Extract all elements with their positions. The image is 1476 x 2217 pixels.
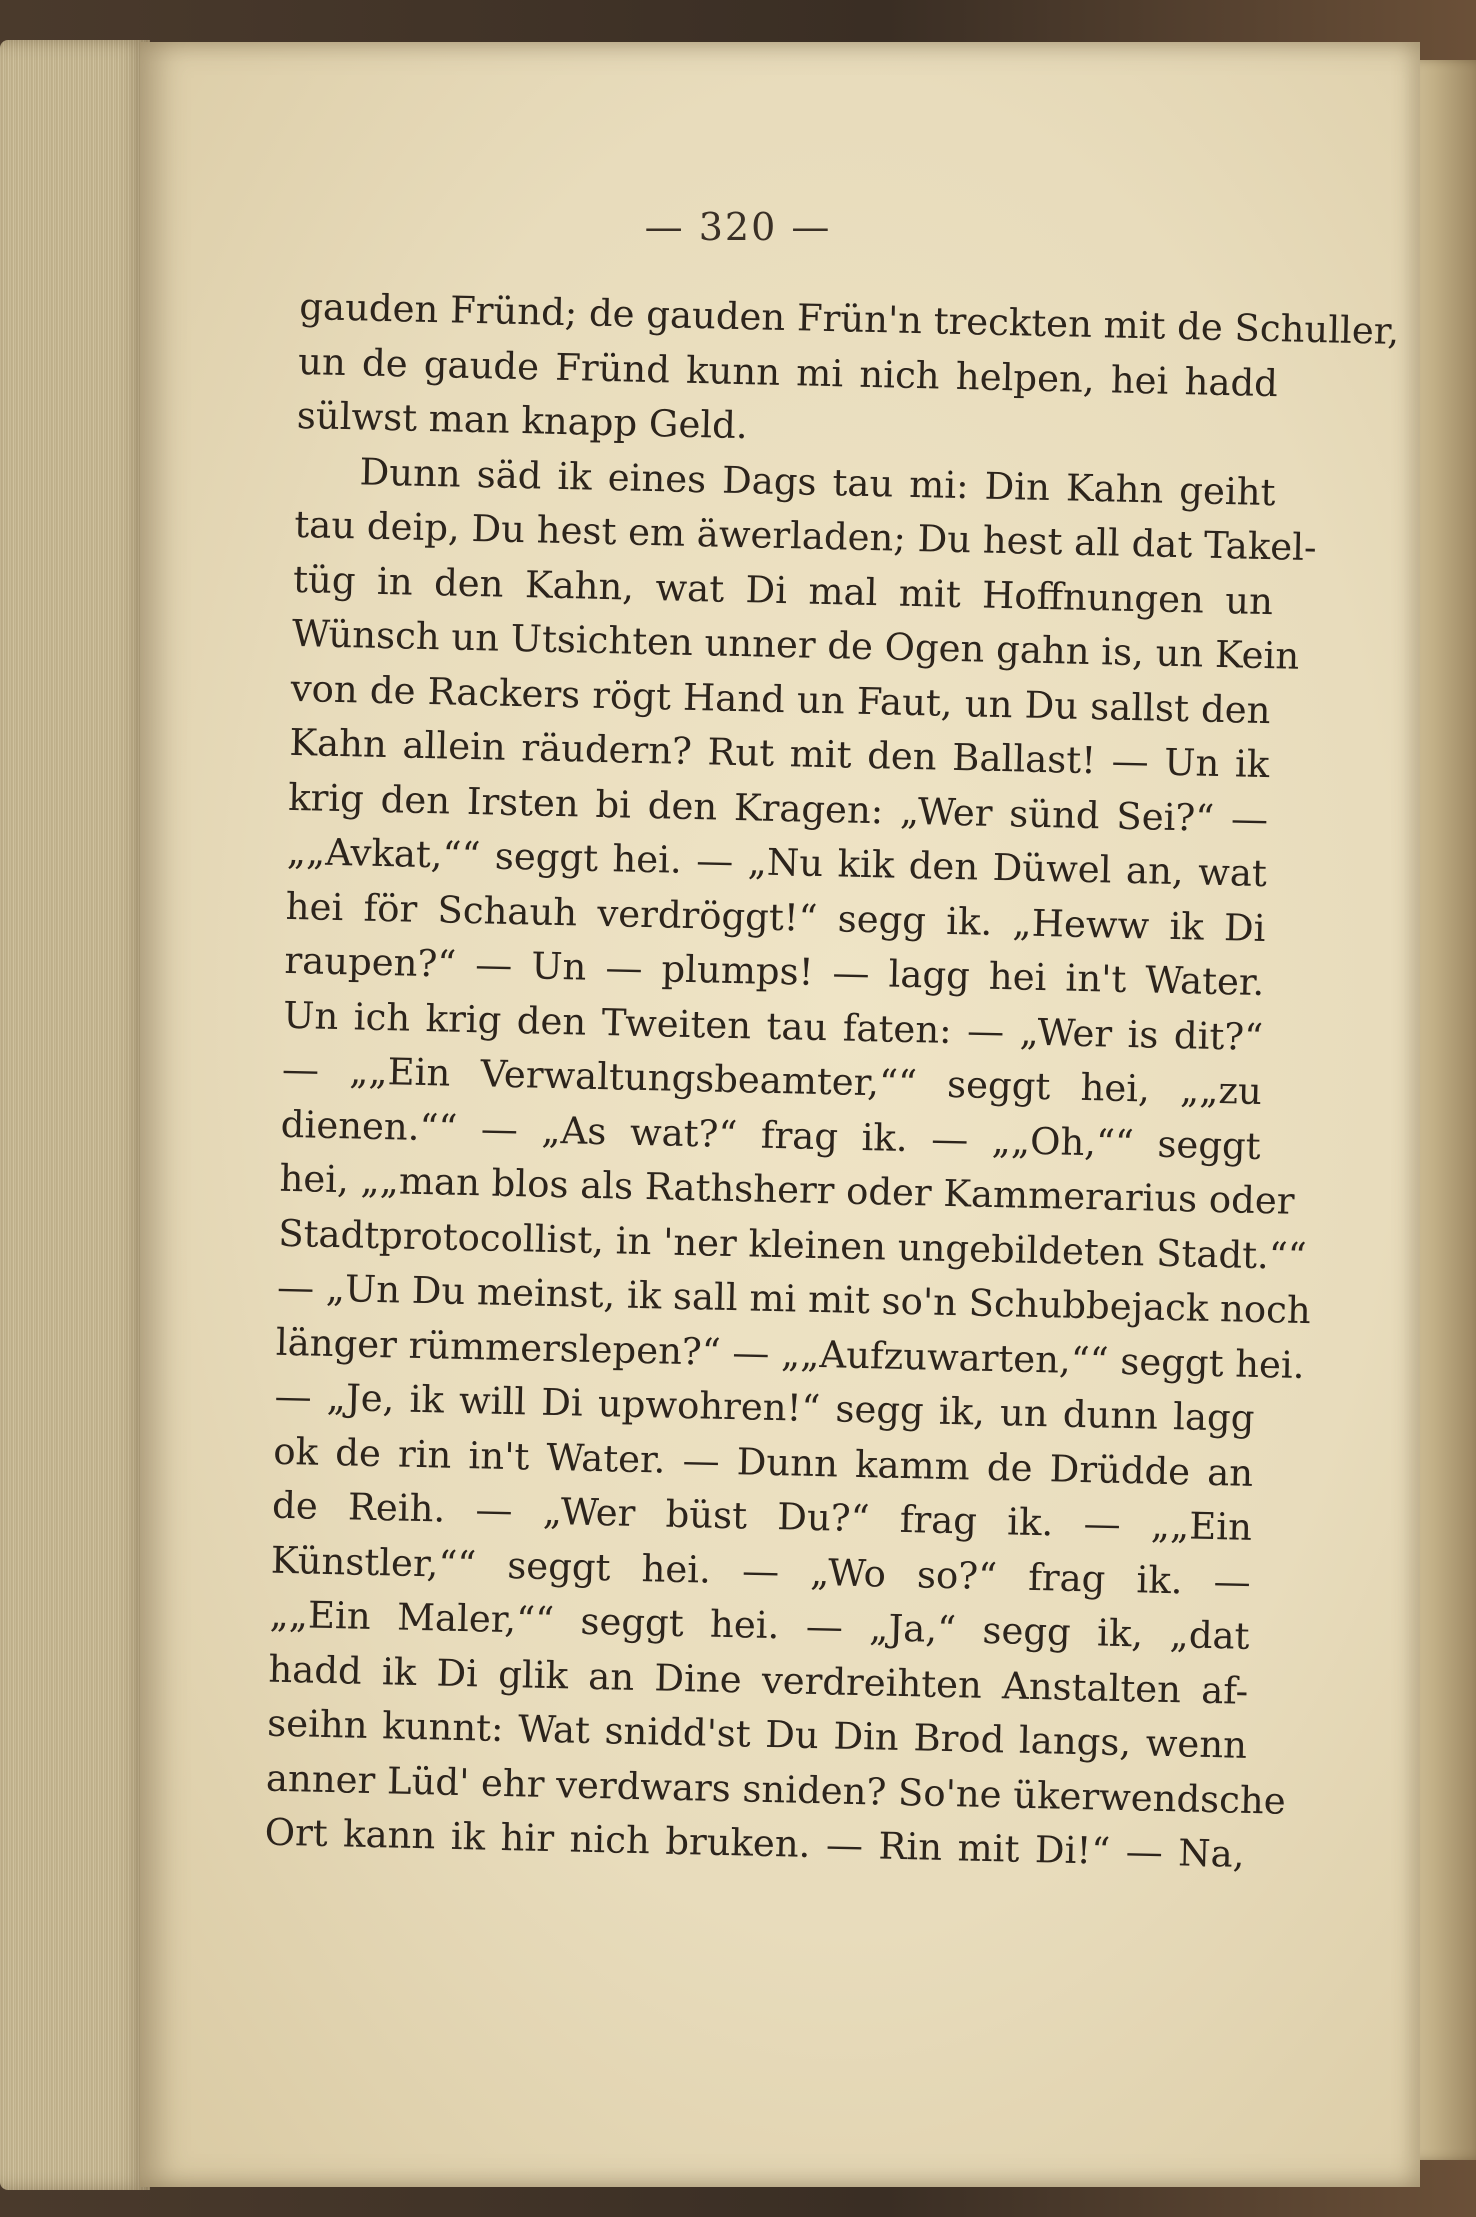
text-line: tüg in den Kahn, wat Di mal mit Hoffnungen un [292, 557, 1274, 623]
text-line: Stadtprotocollist, in 'ner kleinen ungebildeten Stadt.““ [277, 1211, 1308, 1278]
text-line: länger rümmerslepen?“ — „„Aufzuwarten,““ seggt hei. [275, 1320, 1306, 1387]
text-line: von de Rackers rögt Hand un Faut, un Du sallst den [290, 666, 1271, 732]
text-line: Kahn allein räudern? Rut mit den Ballast! — Un ik [289, 720, 1270, 787]
text-line: seihn kunnt: Wat snidd'st Du Din Brod langs, wenn [266, 1701, 1248, 1767]
text-line: hei, „„man blos als Rathsherr oder Kammerarius oder [279, 1156, 1295, 1223]
paragraph [296, 280, 1400, 466]
text-line: de Reih. — „Wer büst Du?“ frag ik. — „„Ein [271, 1483, 1253, 1549]
text-line: „„Avkat,““ seggt hei. — „Nu kik den Düwel an, wat [286, 829, 1268, 896]
text-line: gauden Fründ; de gauden Frün'n treckten mit de Schuller, [298, 284, 1400, 353]
paragraph [264, 443, 1317, 1882]
text-line: — „„Ein Verwaltungsbeamter,““ seggt hei, „„zu [281, 1047, 1263, 1114]
text-line: krig den Irsten bi den Kragen: „Wer sünd Sei?“ — [287, 775, 1269, 841]
text-line: dienen.““ — „As wat?“ frag ik. — „„Oh,““ seggt [280, 1102, 1262, 1168]
text-line: Künstler,““ seggt hei. — „Wo so?“ frag ik. — [270, 1538, 1252, 1604]
text-line: hei för Schauh verdröggt!“ segg ik. „Heww ik Di [285, 884, 1267, 950]
text-line: Wünsch un Utsichten unner de Ogen gahn is, un Kein [291, 611, 1300, 678]
page-number: — 320 — [644, 205, 832, 249]
text-line: tau deip, Du hest em äwerladen; Du hest all dat Takel- [293, 502, 1317, 570]
page-edges-left [0, 40, 150, 2190]
text-line: ok de rin in't Water. — Dunn kamm de Drüdde an [272, 1429, 1254, 1495]
text-line: anner Lüd' ehr verdwars sniden? So'ne ükerwendsche [265, 1756, 1287, 1823]
text-line: Un ich krig den Tweiten tau faten: — „Wer is dit?“ [282, 993, 1264, 1059]
text-line: — „Je, ik will Di upwohren!“ segg ik, un dunn lagg [274, 1374, 1255, 1440]
text-line: Ort kann ik hir nich bruken. — Rin mit Di!“ — Na, [264, 1810, 1246, 1876]
text-line: sülwst man knapp Geld. [296, 393, 749, 448]
text-line: Dunn säd ik eines Dags tau mi: Din Kahn geiht [359, 449, 1276, 514]
text-line: un de gaude Fründ kunn mi nich helpen, hei hadd [297, 339, 1279, 405]
body-text [264, 280, 1400, 1882]
text-line: — „Un Du meinst, ik sall mi mit so'n Schubbejack noch [276, 1265, 1312, 1333]
text-line: hadd ik Di glik an Dine verdreihten Anstalten af- [267, 1647, 1249, 1713]
text-line: raupen?“ — Un — plumps! — lagg hei in't Water. [284, 938, 1265, 1005]
text-line: „„Ein Maler,““ seggt hei. — „Ja,“ segg ik, „dat [269, 1592, 1250, 1658]
